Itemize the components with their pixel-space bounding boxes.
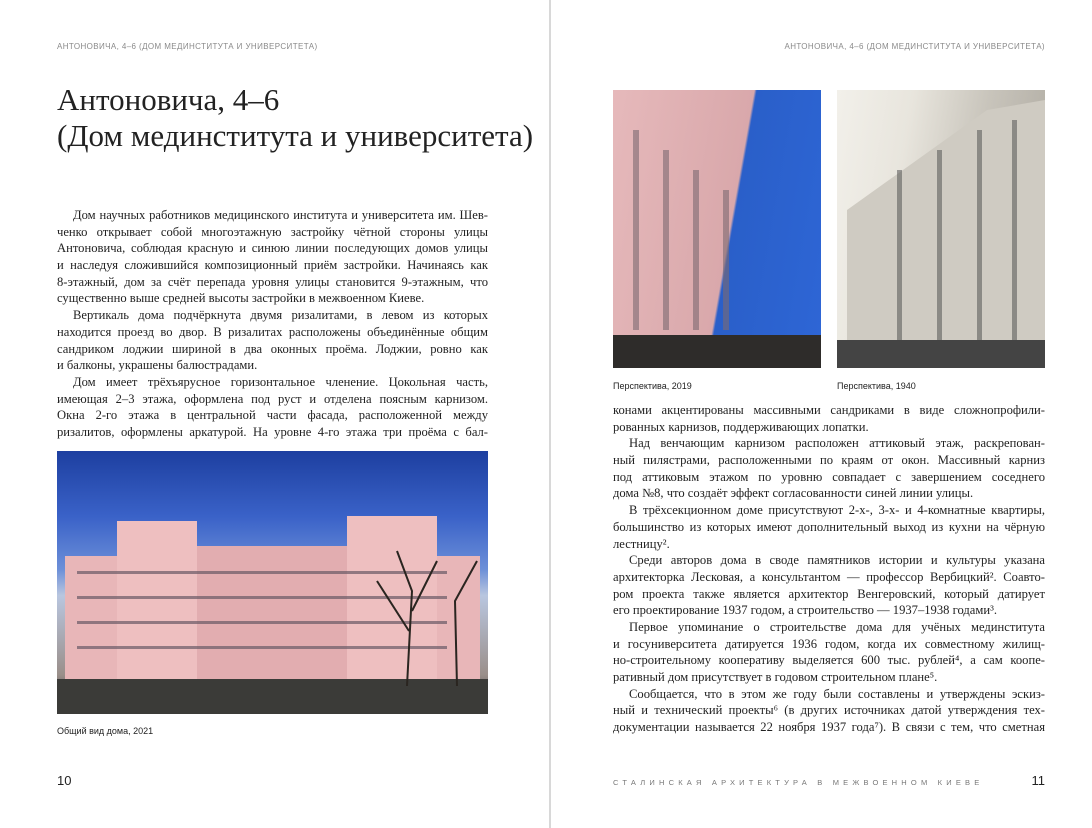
text-line: и госуниверситета датируется 1936 годом, когда их совместному жилищ- (613, 636, 1045, 651)
text-line: ризалитов, оформлены аркатурой. На уровне 4-го этажа три проёма с бал- (57, 424, 488, 439)
book-title-footer: СТАЛИНСКАЯ АРХИТЕКТУРА В МЕЖВОЕННОМ КИЕВЕ (613, 778, 984, 787)
title-line: Антоновича, 4–6 (57, 82, 280, 117)
paragraph (613, 502, 1045, 552)
paragraph (613, 435, 1045, 502)
page-number: 10 (57, 773, 72, 788)
running-head: АНТОНОВИЧА, 4–6 (ДОМ МЕДИНСТИТУТА И УНИВЕРСИТЕТА) (57, 42, 318, 51)
text-line: большинство из которых имеют дополнительный выход из кухни на чёрную (613, 519, 1045, 534)
paragraph (613, 686, 1045, 736)
body-text-column (613, 402, 1045, 736)
text-line: архитекторка Лесковая, а консультантом — профессор Вербицкий². Соавто- (613, 569, 1045, 584)
text-line: Дом имеет трёхъярусное горизонтальное членение. Цокольная часть, (73, 374, 488, 389)
paragraph (57, 307, 488, 374)
text-line: конами акцентированы массивными сандриками в виде сложнопрофили- (613, 403, 1045, 417)
right-page (551, 0, 1092, 828)
page-number: 11 (1031, 773, 1045, 788)
paragraph (57, 207, 488, 307)
text-line: ченко открывает собой многоэтажную застройку чётной стороны улицы (57, 224, 488, 239)
text-line: ный пилястрами, расположенными по краям от окон. Массивный карниз (613, 453, 1045, 468)
text-line: лестницу². (613, 536, 670, 551)
paragraph (613, 402, 1045, 435)
body-text-column (57, 207, 488, 441)
paragraph (613, 619, 1045, 686)
building-photo-2021 (57, 451, 488, 714)
paragraph (613, 552, 1045, 619)
building-illustration (613, 90, 821, 368)
text-line: и балконы, украшены балюстрадами. (57, 358, 258, 373)
text-line: 8-этажный, дом за счёт перепада уровня улицы становится 9-этажным, что (57, 274, 488, 289)
building-illustration (837, 90, 1045, 368)
text-line: рованных карнизов, поддерживающих лопатки. (613, 419, 869, 434)
text-line: Над венчающим карнизом расположен аттиковый этаж, раскрепован- (629, 436, 1045, 451)
text-line: Дом научных работников медицинского института и университета им. Шев- (73, 208, 488, 222)
text-line: под аттиковым этажом по уровню совпадает с завершением соседнего (613, 469, 1045, 484)
page-title (57, 82, 533, 154)
title-line: (Дом мединститута и университета) (57, 118, 534, 153)
text-line: но-строительному кооперативу выделяется 600 тыс. рублей⁴, а сам коопе- (613, 653, 1045, 668)
text-line: документации называется 22 ноября 1937 года⁷). В связи с тем, что сметная (613, 720, 1045, 735)
text-line: находится проезд во двор. В ризалитах расположены объединённые общим (57, 324, 488, 339)
text-line: Окна 2-го этажа в центральной части фасада, расположенной между (57, 408, 488, 423)
running-head: АНТОНОВИЧА, 4–6 (ДОМ МЕДИНСТИТУТА И УНИВЕРСИТЕТА) (784, 42, 1045, 51)
text-line: существенно выше средней высоты застройки в межвоенном Киеве. (57, 291, 425, 306)
paragraph (57, 374, 488, 441)
text-line: дома №8, что создаёт эффект согласованности синей линии улицы. (613, 486, 974, 501)
photo-caption: Общий вид дома, 2021 (57, 726, 154, 736)
photo-caption: Перспектива, 1940 (837, 381, 916, 391)
building-photo-2019 (613, 90, 821, 368)
text-line: Среди авторов дома в своде памятников истории и культуры указана (629, 553, 1045, 568)
text-line: Антоновича, соблюдая красную и синюю линии последующих домов улицы (57, 241, 488, 256)
photo-caption: Перспектива, 2019 (613, 381, 692, 391)
text-line: Вертикаль дома подчёркнута двумя ризалитами, в левом из которых (73, 308, 488, 323)
building-illustration (57, 451, 488, 714)
text-line: ный и технический проекты⁶ (в других источниках датой утверждения тех- (613, 703, 1045, 718)
text-line: его проектирование 1937 годом, а строительство — 1937–1938 годами³. (613, 603, 998, 618)
text-line: и наследуя сложившийся композиционный приём застройки. Начинаясь как (57, 258, 488, 273)
text-line: ром проекта также является архитектор Венгеровский, который датирует (613, 586, 1045, 601)
building-photo-1940 (837, 90, 1045, 368)
text-line: ративный дом присутствует в годовом строительном плане⁵. (613, 670, 938, 684)
text-line: В трёхсекционном доме присутствуют 2-х-, 3-х- и 4-комнатные квартиры, (629, 503, 1045, 518)
text-line: Сообщается, что в этом же году были составлены и утверждены эскиз- (629, 686, 1045, 701)
text-line: Первое упоминание о строительстве дома для учёных мединститута (629, 619, 1045, 634)
text-line: имеющая 2–3 этажа, оформлена под руст и отделена поясным карнизом. (57, 391, 488, 406)
text-line: сандриком лоджии шириной в два оконных проёма. Лоджии, ровно как (57, 341, 488, 356)
